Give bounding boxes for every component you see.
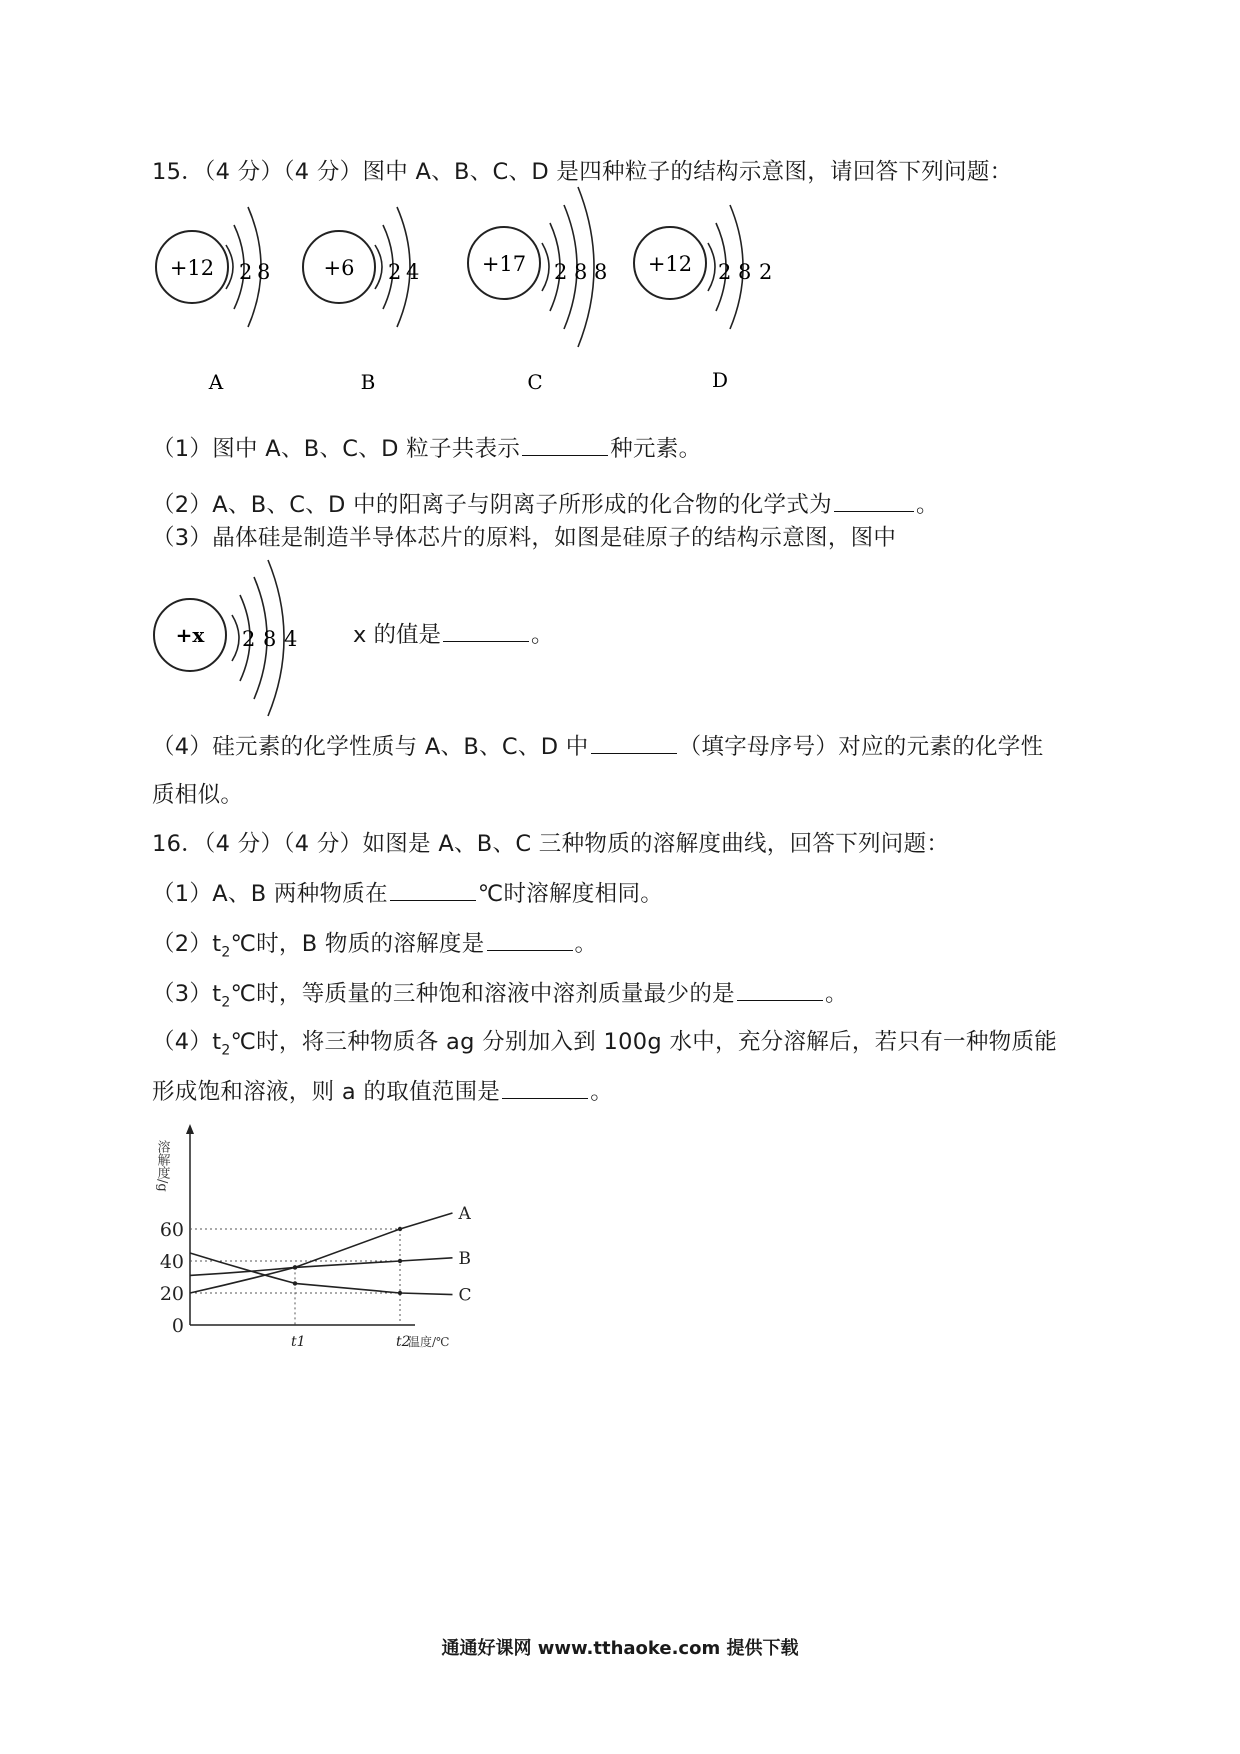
answer-blank-q16-1[interactable]	[390, 878, 476, 901]
answer-blank-q16-2[interactable]	[487, 928, 573, 951]
silicon-atom-diagram	[150, 560, 310, 710]
answer-blank-q15-4[interactable]	[591, 731, 677, 754]
y-tick-label: 40	[159, 1251, 184, 1273]
si-nucleus: +x	[175, 623, 205, 647]
series-curve-c	[190, 1253, 453, 1295]
atom-diagram-a	[156, 207, 270, 394]
y-axis-arrow	[186, 1124, 194, 1134]
series-label-a: A	[458, 1204, 471, 1224]
series-label-b: B	[458, 1248, 471, 1269]
atom-structure-diagrams	[150, 205, 830, 405]
atom-diagram-c	[468, 187, 607, 394]
x-tick-label: t1	[291, 1334, 306, 1350]
q15-part-4-line2: 质相似。	[152, 782, 244, 808]
y-tick-label: 0	[171, 1315, 184, 1337]
q16-part-2: $(2)t_2℃$时，B 物质的溶解度是 。	[152, 928, 597, 968]
q15-part-3: （3）晶体硅是制造半导体芯片的原料，如图是硅原子的结构示意图，图中	[152, 525, 897, 551]
q16-part-1: （1）A、B 两种物质在 ℃时溶解度相同。	[152, 878, 663, 909]
series-label-c: C	[458, 1285, 472, 1306]
solubility-chart	[150, 1118, 472, 1358]
y-tick-label: 60	[159, 1219, 184, 1241]
q16-part-3: $(3)t_2℃$时，等质量的三种饱和溶液中溶剂质量最少的是 。	[152, 978, 848, 1018]
answer-blank-q15-1[interactable]	[522, 433, 608, 456]
q16-part-4-line2: 形成饱和溶液，则 a 的取值范围是 。	[152, 1076, 613, 1107]
answer-blank-q16-3[interactable]	[737, 978, 823, 1001]
data-point-b	[293, 1265, 297, 1269]
atom-b-nucleus: +6	[323, 256, 355, 280]
y-axis-label: 溶解度/g	[154, 1140, 170, 1192]
data-point-c	[293, 1281, 297, 1285]
answer-blank-q15-3[interactable]	[443, 619, 529, 642]
atom-d-shell-1: 2	[718, 260, 732, 284]
atom-a-nucleus: +12	[169, 256, 215, 280]
answer-blank-q16-4[interactable]	[502, 1076, 588, 1099]
q15-part-3-tail: x 的值是 。	[353, 619, 553, 650]
atom-a-shell-1: 2	[239, 260, 253, 284]
si-shell-3: 4	[284, 627, 298, 651]
atom-c-shell-2: 8	[574, 260, 588, 284]
series-curve-a	[190, 1213, 453, 1293]
q15-header: 15．（4 分）（4 分）图中 A、B、C、D 是四种粒子的结构示意图，请回答下列问题：	[152, 159, 1013, 185]
guide-line-60	[190, 1229, 400, 1325]
atom-a-label: A	[208, 370, 224, 394]
data-point-c	[398, 1291, 402, 1295]
si-shell-1: 2	[242, 627, 256, 651]
atom-c-nucleus: +17	[481, 252, 527, 276]
x-axis-label: 温度/℃	[408, 1335, 450, 1349]
data-point-b	[398, 1259, 402, 1263]
atom-c-label: C	[527, 370, 543, 394]
footer-credit: 通通好课网 www.tthaoke.com 提供下载	[441, 1638, 799, 1659]
atom-b-shell-1: 2	[388, 260, 402, 284]
atom-d-nucleus: +12	[647, 252, 693, 276]
atom-b-label: B	[360, 370, 376, 394]
atom-diagram-d	[634, 205, 772, 392]
q16-part-4: $(4)t_2℃$时，将三种物质各 ag 分别加入到 100g 水中，充分溶解后，若只有一种物质能	[152, 1029, 1058, 1059]
atom-d-shell-3: 2	[759, 260, 773, 284]
series-curve-b	[190, 1258, 453, 1276]
atom-d-label: D	[711, 368, 729, 392]
atom-c-shell-1: 2	[554, 260, 568, 284]
atom-d-shell-2: 8	[738, 260, 752, 284]
q16-header: 16．（4 分）（4 分）如图是 A、B、C 三种物质的溶解度曲线，回答下列问题：	[152, 831, 950, 857]
q15-part-4: （4）硅元素的化学性质与 A、B、C、D 中 （填字母序号）对应的元素的化学性	[152, 731, 1043, 762]
atom-c-shell-3: 8	[594, 260, 608, 284]
si-shell-2: 8	[263, 627, 277, 651]
data-point-a	[398, 1227, 402, 1231]
atom-a-shell-2: 8	[257, 260, 271, 284]
q15-part-1: （1）图中 A、B、C、D 粒子共表示 种元素。	[152, 433, 701, 464]
atom-diagram-b	[303, 207, 419, 394]
y-tick-label: 20	[159, 1283, 184, 1305]
q15-part-2: （2）A、B、C、D 中的阳离子与阴离子所形成的化合物的化学式为 。	[152, 489, 939, 520]
x-tick-label: t2	[396, 1334, 411, 1350]
answer-blank-q15-2[interactable]	[834, 489, 914, 512]
atom-b-shell-2: 4	[406, 260, 420, 284]
